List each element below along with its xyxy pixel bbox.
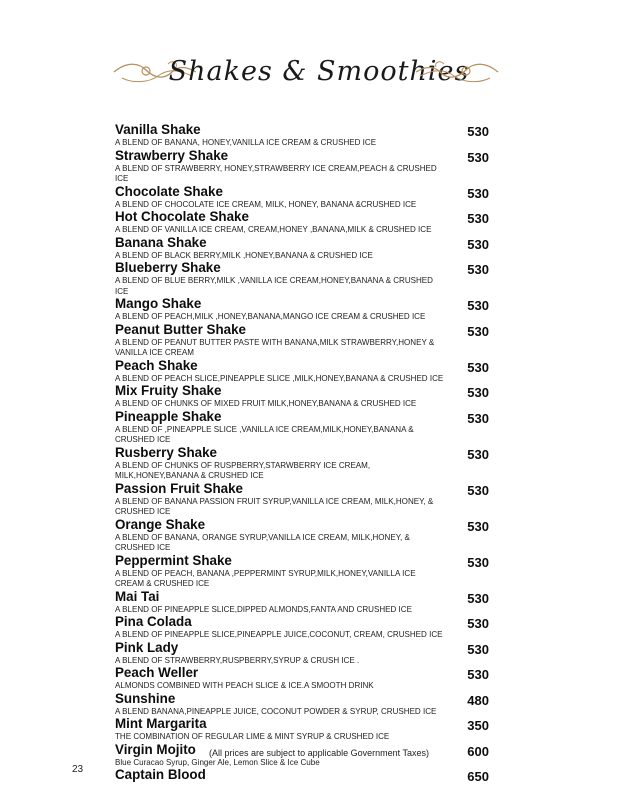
item-description: A BLEND OF VANILLA ICE CREAM, CREAM,HONEY ,BANANA,MILK & CRUSHED ICE: [115, 224, 432, 234]
item-name: Peach Shake: [115, 357, 198, 373]
item-name: Peanut Butter Shake: [115, 321, 246, 337]
item-name: Mai Tai: [115, 588, 160, 604]
item-name: Pink Lady: [115, 639, 179, 655]
flourish-right-icon: [414, 58, 500, 88]
item-price: 530: [467, 298, 489, 313]
item-description: A BLEND OF BANANA, ORANGE SYRUP,VANILLA ICE CREAM, MILK,HONEY, & CRUSHED ICE: [115, 531, 410, 552]
item-description: A BLEND OF BLUE BERRY,MILK ,VANILLA ICE CREAM,HONEY,BANANA & CRUSHED ICE: [115, 275, 433, 296]
item-description: A BLEND OF PEACH, BANANA ,PEPPERMINT SYRUP,MILK,HONEY,VANILLA ICE CREAM & CRUSHED ICE: [115, 567, 416, 588]
item-price: 530: [467, 554, 489, 570]
menu-item-peanut-butter-shake: [115, 322, 489, 358]
item-description: A BLEND OF CHUNKS OF MIXED FRUIT MILK,HONEY,BANANA & CRUSHED ICE: [115, 398, 417, 408]
item-description: A BLEND OF PEACH,MILK ,HONEY,BANANA,MANGO ICE CREAM & CRUSHED ICE: [115, 311, 426, 321]
item-price: 530: [467, 641, 489, 657]
item-description: A BLEND OF BANANA, HONEY,VANILLA ICE CREAM & CRUSHED ICE: [115, 137, 377, 147]
menu-item-orange-shake: [115, 517, 489, 553]
item-name: Mint Margarita: [115, 716, 207, 731]
item-price: 650: [467, 769, 489, 784]
item-price: 530: [467, 211, 489, 226]
item-price: 530: [467, 124, 489, 139]
item-price: 530: [467, 446, 489, 462]
item-description: A BLEND OF STRAWBERRY, HONEY,STRAWBERRY ICE CREAM,PEACH & CRUSHED ICE: [115, 162, 437, 183]
item-name: Hot Chocolate Shake: [115, 209, 249, 224]
item-description: A BLEND OF ,PINEAPPLE SLICE ,VANILLA ICE CREAM,MILK,HONEY,BANANA & CRUSHED ICE: [115, 423, 414, 444]
item-price: 530: [467, 262, 489, 277]
item-description: A BLEND OF BANANA PASSION FRUIT SYRUP,VANILLA ICE CREAM, MILK,HONEY, & CRUSHED ICE: [115, 495, 434, 516]
item-price: 530: [467, 149, 489, 165]
menu-item-chocolate-shake: [115, 184, 489, 210]
menu-item-mai-tai: [115, 589, 489, 615]
item-description: A BLEND OF CHUNKS OF RUSPBERRY,STARWBERRY ICE CREAM, MILK,HONEY,BANANA & CRUSHED ICE: [115, 459, 371, 480]
item-name: Chocolate Shake: [115, 183, 223, 199]
item-description: A BLEND OF PEACH SLICE,PINEAPPLE SLICE ,MILK,HONEY,BANANA & CRUSHED ICE: [115, 372, 444, 383]
item-name: Pina Colada: [115, 614, 192, 629]
menu-item-pineapple-shake: [115, 409, 489, 445]
item-description: Blue Curacao Syrup, Ginger Ale, Lemon Slice & Ice Cube: [115, 756, 320, 767]
menu-list: [115, 122, 489, 782]
page-title: Shakes & Smoothies: [168, 56, 470, 87]
item-description: A BLEND OF CHOCOLATE ICE CREAM, MILK, HONEY, BANANA &CRUSHED ICE: [115, 198, 417, 209]
item-price: 530: [467, 359, 489, 375]
menu-item-strawberry-shake: [115, 148, 489, 184]
item-description: A BLEND OF PEANUT BUTTER PASTE WITH BANANA,MILK STRAWBERRY,HONEY & VANILLA ICE CREAM: [115, 336, 435, 357]
item-price: 530: [467, 590, 489, 606]
item-price: 480: [467, 692, 489, 708]
item-price: 600: [467, 743, 489, 759]
item-description: A BLEND OF PINEAPPLE SLICE,PINEAPPLE JUICE,COCONUT, CREAM, CRUSHED ICE: [115, 629, 443, 639]
item-name: Rusberry Shake: [115, 444, 217, 460]
page-number: 23: [72, 764, 84, 775]
menu-item-passion-fruit-shake: [115, 481, 489, 517]
item-description: ALMONDS COMBINED WITH PEACH SLICE & ICE.A SMOOTH DRINK: [115, 680, 374, 690]
menu-item-mint-margarita: [115, 716, 489, 742]
menu-item-peach-shake: [115, 358, 489, 384]
menu-item-mix-fruity-shake: [115, 383, 489, 409]
item-description: A BLEND OF PINEAPPLE SLICE,DIPPED ALMONDS,FANTA AND CRUSHED ICE: [115, 603, 412, 614]
menu-item-pina-colada: [115, 614, 489, 640]
item-name: Strawberry Shake: [115, 147, 229, 163]
menu-item-captain-blood: [115, 767, 489, 782]
menu-item-peppermint-shake: [115, 553, 489, 589]
page-header: [0, 52, 638, 102]
item-description: A BLEND OF BLACK BERRY,MILK ,HONEY,BANANA & CRUSHED ICE: [115, 249, 373, 260]
tax-note: (All prices are subject to applicable Government Taxes): [209, 748, 429, 758]
item-description: A BLEND BANANA,PINEAPPLE JUICE, COCONUT POWDER & SYRUP, CRUSHED ICE: [115, 705, 437, 716]
menu-item-sunshine: [115, 691, 489, 717]
menu-item-vanilla-shake: [115, 122, 489, 148]
item-price: 530: [467, 323, 489, 339]
item-price: 530: [467, 385, 489, 400]
menu-item-rusberry-shake: [115, 445, 489, 481]
item-name: Sunshine: [115, 690, 176, 706]
item-name: Orange Shake: [115, 516, 206, 532]
item-price: 530: [467, 236, 489, 252]
item-name: Pineapple Shake: [115, 408, 222, 424]
item-name: Peppermint Shake: [115, 552, 232, 568]
menu-item-pink-lady: [115, 640, 489, 666]
item-name: Mix Fruity Shake: [115, 383, 222, 398]
menu-item-hot-chocolate-shake: [115, 209, 489, 235]
item-name: Passion Fruit Shake: [115, 480, 243, 496]
item-name: Virgin Mojito: [115, 741, 196, 757]
menu-item-banana-shake: [115, 235, 489, 261]
item-name: Mango Shake: [115, 296, 202, 311]
menu-item-blueberry-shake: [115, 260, 489, 296]
item-price: 530: [467, 667, 489, 682]
item-price: 530: [467, 482, 489, 498]
item-description: A BLEND OF STRAWBERRY,RUSPBERRY,SYRUP & CRUSH ICE .: [115, 654, 360, 665]
menu-item-peach-weller: [115, 665, 489, 691]
item-description: THE COMBINATION OF REGULAR LIME & MINT SYRUP & CRUSHED ICE: [115, 731, 390, 741]
item-price: 530: [467, 185, 489, 201]
item-price: 530: [467, 518, 489, 534]
item-name: Vanilla Shake: [115, 122, 201, 137]
item-name: Banana Shake: [115, 234, 207, 250]
item-name: Peach Weller: [115, 665, 199, 680]
item-price: 530: [467, 616, 489, 631]
item-price: 530: [467, 410, 489, 426]
menu-item-mango-shake: [115, 296, 489, 322]
item-name: Blueberry Shake: [115, 260, 221, 275]
item-price: 350: [467, 718, 489, 733]
item-name: Captain Blood: [115, 767, 206, 782]
